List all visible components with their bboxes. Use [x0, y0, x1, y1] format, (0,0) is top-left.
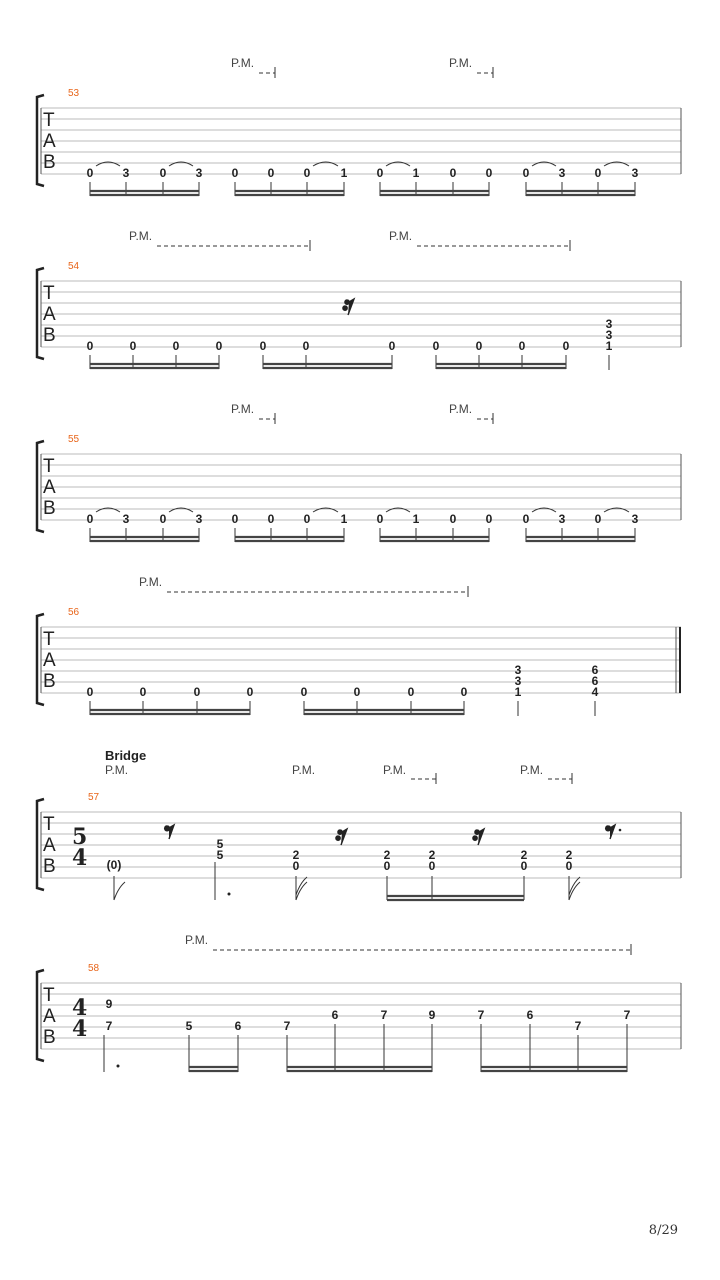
fret-number: 0: [231, 512, 239, 526]
tab-clef-a: A: [43, 650, 56, 671]
fret-number: 7: [380, 1008, 388, 1022]
rest-dot: [619, 829, 622, 832]
page-number: 8/29: [648, 1223, 678, 1238]
fret-number: 3: [514, 663, 522, 677]
fret-number: 0: [86, 339, 94, 353]
palm-mute-label: P.M.: [449, 402, 473, 416]
beams: [90, 710, 464, 714]
measure-number: 53: [68, 88, 80, 99]
measure-number: 55: [68, 434, 80, 445]
fret-number: 0: [428, 859, 436, 873]
fret-number: 1: [605, 339, 613, 353]
fret-number: 3: [605, 317, 613, 331]
tab-clef-b: B: [43, 1027, 56, 1048]
tab-clef-t: T: [43, 814, 55, 835]
staff-system-56: [37, 575, 681, 716]
tab-clef-a: A: [43, 1006, 56, 1027]
fret-number: 0: [159, 512, 167, 526]
fret-number: 6: [234, 1019, 242, 1033]
time-signature-bottom: 4: [72, 1016, 88, 1042]
fret-number: 0: [522, 512, 530, 526]
fret-number: 0: [129, 339, 137, 353]
fret-number: 1: [412, 512, 420, 526]
measure-number: 58: [88, 963, 100, 974]
fret-number: 3: [122, 166, 130, 180]
fret-number: 0: [388, 339, 396, 353]
palm-mute-label: P.M.: [292, 763, 316, 777]
beams: [90, 537, 635, 541]
palm-mute-label: P.M.: [383, 763, 407, 777]
fret-number: 2: [292, 848, 300, 862]
tab-clef-b: B: [43, 325, 56, 346]
tab-clef-a: A: [43, 131, 56, 152]
fret-number: 0: [215, 339, 223, 353]
tab-clef-a: A: [43, 477, 56, 498]
fret-number: 0: [449, 166, 457, 180]
sixteenth-rest: [336, 829, 347, 845]
fret-number: 0: [267, 512, 275, 526]
palm-mute-label: P.M.: [185, 933, 209, 947]
fret-number: 0: [449, 512, 457, 526]
fret-number: 6: [591, 663, 599, 677]
note-stems: [114, 862, 580, 900]
fret-number: 9: [428, 1008, 436, 1022]
palm-mute-label: P.M.: [105, 763, 129, 777]
staff-system-55: [37, 402, 681, 542]
fret-number: 0: [383, 859, 391, 873]
fret-number: 1: [514, 685, 522, 699]
time-signature-top: 4: [72, 995, 88, 1021]
fret-number: (0): [106, 858, 122, 872]
fret-number: 0: [475, 339, 483, 353]
fret-number: 4: [591, 685, 599, 699]
tab-clef-t: T: [43, 629, 55, 650]
palm-mute-label: P.M.: [449, 56, 473, 70]
palm-mute-label: P.M.: [231, 56, 255, 70]
fret-number: 0: [407, 685, 415, 699]
fret-number: 0: [594, 512, 602, 526]
fret-number: 9: [105, 997, 113, 1011]
fret-number: 0: [485, 166, 493, 180]
beams: [90, 191, 635, 195]
fret-number: 3: [631, 166, 639, 180]
fret-number: 0: [267, 166, 275, 180]
tab-clef-b: B: [43, 498, 56, 519]
staff-system-53: [37, 56, 681, 196]
note-stems: [104, 1024, 627, 1072]
palm-mute-label: P.M.: [129, 229, 153, 243]
fret-number: 0: [159, 166, 167, 180]
fret-number: 0: [139, 685, 147, 699]
fret-number: 0: [86, 512, 94, 526]
fret-number: 7: [574, 1019, 582, 1033]
tab-clef-a: A: [43, 835, 56, 856]
beams: [387, 896, 524, 900]
fret-number: 0: [231, 166, 239, 180]
fret-number: 3: [558, 166, 566, 180]
fret-number: 0: [376, 512, 384, 526]
tab-clef-b: B: [43, 152, 56, 173]
fret-number: 3: [558, 512, 566, 526]
fret-number: 0: [565, 859, 573, 873]
fret-number: 3: [122, 512, 130, 526]
fret-number: 0: [86, 166, 94, 180]
fret-number: 5: [216, 848, 224, 862]
sixteenth-rest: [473, 829, 484, 845]
fret-number: 0: [522, 166, 530, 180]
fret-number: 1: [340, 512, 348, 526]
fret-number: 0: [520, 859, 528, 873]
fret-number: 2: [383, 848, 391, 862]
fret-number: 3: [195, 512, 203, 526]
tab-clef-b: B: [43, 671, 56, 692]
fret-number: 0: [518, 339, 526, 353]
fret-number: 5: [185, 1019, 193, 1033]
tab-clef-t: T: [43, 283, 55, 304]
fret-number: 0: [86, 685, 94, 699]
fret-number: 3: [195, 166, 203, 180]
tab-clef-b: B: [43, 856, 56, 877]
palm-mute-label: P.M.: [520, 763, 544, 777]
time-signature-bottom: 4: [72, 845, 88, 871]
measure-number: 56: [68, 607, 80, 618]
fret-number: 5: [216, 837, 224, 851]
fret-number: 0: [485, 512, 493, 526]
fret-number: 0: [594, 166, 602, 180]
fret-number: 2: [520, 848, 528, 862]
staff-system-57: [37, 748, 681, 900]
eighth-rest: [165, 825, 174, 839]
time-signature-top: 5: [72, 824, 88, 850]
fret-number: 1: [412, 166, 420, 180]
fret-number: 2: [565, 848, 573, 862]
fret-number: 7: [477, 1008, 485, 1022]
fret-number: 0: [303, 166, 311, 180]
tab-clef-a: A: [43, 304, 56, 325]
fret-number: 0: [292, 859, 300, 873]
fret-number: 6: [526, 1008, 534, 1022]
tab-clef-t: T: [43, 985, 55, 1006]
fret-number: 2: [428, 848, 436, 862]
fret-number: 0: [460, 685, 468, 699]
tab-clef-t: T: [43, 456, 55, 477]
tab-clef-t: T: [43, 110, 55, 131]
fret-number: 0: [353, 685, 361, 699]
measure-number: 57: [88, 792, 100, 803]
sixteenth-rest: [343, 299, 354, 315]
palm-mute-label: P.M.: [231, 402, 255, 416]
note-dot: [228, 893, 231, 896]
fret-number: 3: [605, 328, 613, 342]
fret-number: 0: [432, 339, 440, 353]
measure-number: 54: [68, 261, 80, 272]
fret-number: 0: [246, 685, 254, 699]
fret-number: 3: [631, 512, 639, 526]
palm-mute-label: P.M.: [389, 229, 413, 243]
fret-number: 0: [193, 685, 201, 699]
fret-number: 0: [303, 512, 311, 526]
staff-system-54: [37, 229, 681, 370]
fret-number: 7: [283, 1019, 291, 1033]
beams: [189, 1067, 627, 1071]
fret-number: 7: [105, 1019, 113, 1033]
section-label: Bridge: [105, 748, 147, 763]
staff-system-58: [37, 933, 681, 1072]
fret-number: 1: [340, 166, 348, 180]
fret-number: 0: [302, 339, 310, 353]
fret-number: 0: [562, 339, 570, 353]
beams: [90, 364, 566, 368]
fret-number: 3: [514, 674, 522, 688]
fret-number: 7: [623, 1008, 631, 1022]
note-dot: [117, 1065, 120, 1068]
fret-number: 0: [259, 339, 267, 353]
fret-number: 0: [376, 166, 384, 180]
eighth-rest: [606, 825, 615, 839]
fret-number: 0: [300, 685, 308, 699]
fret-number: 0: [172, 339, 180, 353]
fret-number: 6: [331, 1008, 339, 1022]
palm-mute-label: P.M.: [139, 575, 163, 589]
fret-number: 6: [591, 674, 599, 688]
